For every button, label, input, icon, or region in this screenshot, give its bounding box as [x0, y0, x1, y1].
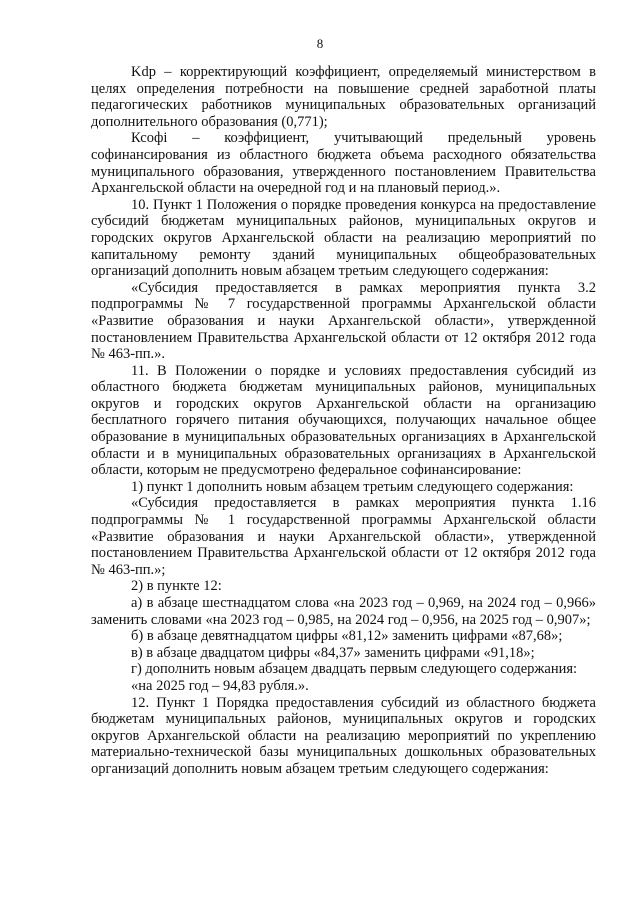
paragraph-item-11-sub-2-g-quote: «на 2025 год – 94,83 рубля.».: [131, 677, 309, 694]
paragraph-item-10: 10. Пункт 1 Положения о порядке проведения конкурса на предоставление субсидий бюджетам муниципальных районов, муниципальных округов и городских округов Архангельской области на реализацию мероприятий по капитальному ремонту зданий муниципальных общеобразовательных организаций дополнить новым абзацем третьим следующего содержания:: [91, 196, 596, 280]
page-number: 8: [316, 36, 324, 51]
paragraph-item-11-sub-2-v: в) в абзаце двадцатом цифры «84,37» заменить цифрами «91,18»;: [131, 644, 535, 661]
paragraph-item-11-sub-1-quote: «Субсидия предоставляется в рамках мероприятия пункта 1.16 подпрограммы № 1 государственной программы Архангельской области «Развитие образования и науки Архангельской области», утвержденной постановлением Правительства Архангельской области от 12 октября 2012 года № 463-пп.»;: [91, 495, 596, 578]
paragraph-item-11-sub-2-b: б) в абзаце девятнадцатом цифры «81,12» заменить цифрами «87,68»;: [131, 628, 563, 645]
paragraph-item-11-sub-2: 2) в пункте 12:: [131, 578, 222, 595]
paragraph-kdp-definition: Kdp – корректирующий коэффициент, определяемый министерством в целях определения потребности на повышение средней заработной платы педагогических работников муниципальных образовательных организаций дополнительного образования (0,771);: [91, 64, 596, 130]
paragraph-item-10-quote: «Субсидия предоставляется в рамках мероприятия пункта 3.2 подпрограммы № 7 государственной программы Архангельской области «Развитие образования и науки Архангельской области», утвержденной постановлением Правительства Архангельской области от 12 октября 2012 года № 463-пп.».: [91, 279, 596, 363]
paragraph-ksofi-definition: Ксофі – коэффициент, учитывающий предельный уровень софинансирования из областного бюджета объема расходного обязательства муниципального образования, утвержденного постановлением Правительства Архангельской области на очередной год и на плановый период.».: [91, 130, 596, 197]
paragraph-item-11-sub-1: 1) пункт 1 дополнить новым абзацем третьим следующего содержания:: [131, 478, 574, 495]
document-body: [91, 64, 596, 778]
paragraph-item-12: 12. Пункт 1 Порядка предоставления субсидий из областного бюджета бюджетам муниципальных районов, муниципальных округов и городских округов Архангельской области на реализацию мероприятий по укреплению материально-технической базы муниципальных дошкольных образовательных организаций дополнить новым абзацем третьим следующего содержания:: [91, 694, 596, 777]
paragraph-item-11: 11. В Положении о порядке и условиях предоставления субсидий из областного бюджета бюджетам муниципальных районов, муниципальных округов и городских округов Архангельской области на организацию бесплатного горячего питания обучающихся, получающих начальное общее образование в муниципальных образовательных организациях в Архангельской области и в муниципальных образовательных организациях в Архангельской области, которым не предусмотрено федеральное софинансирование:: [91, 362, 596, 479]
paragraph-item-11-sub-2-g: г) дополнить новым абзацем двадцать первым следующего содержания:: [131, 661, 578, 678]
paragraph-item-11-sub-2-a: а) в абзаце шестнадцатом слова «на 2023 год – 0,969, на 2024 год – 0,966» заменить словами «на 2023 год – 0,985, на 2024 год – 0,956, на 2025 год – 0,907»;: [91, 595, 596, 628]
